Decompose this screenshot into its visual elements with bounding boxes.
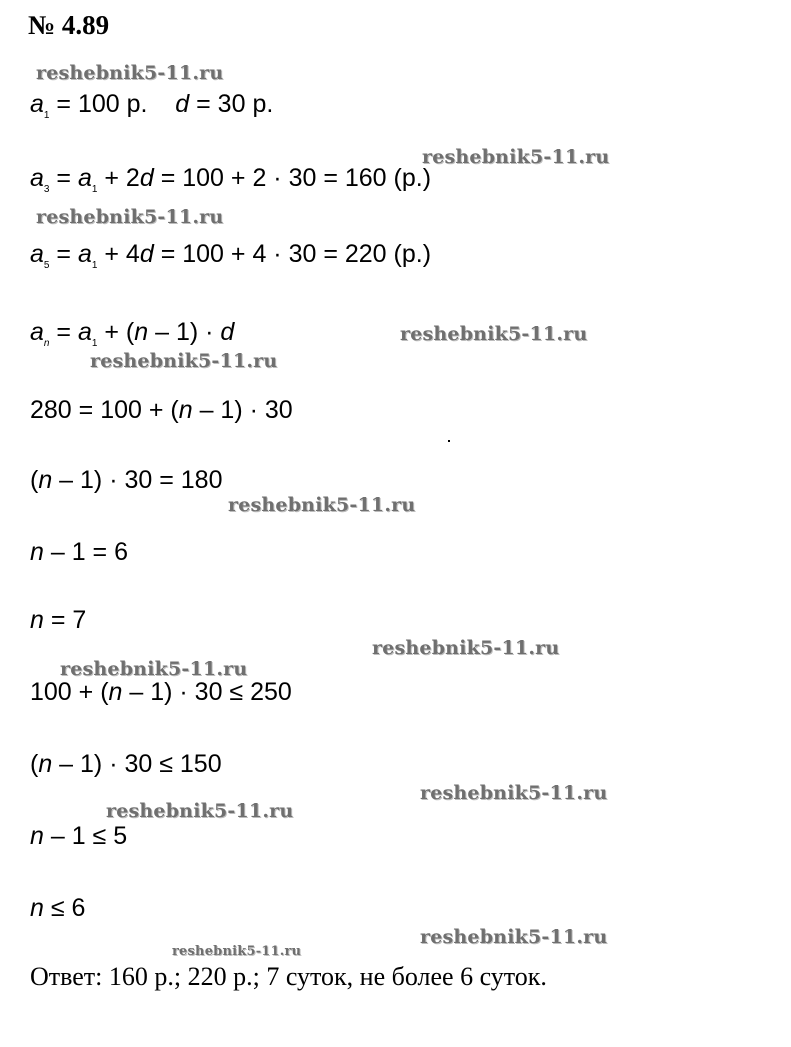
a5-part2: = 100 + 4 · 30 = 220 (р.) <box>153 240 432 268</box>
a3-part2: = 100 + 2 · 30 = 160 (р.) <box>153 164 432 192</box>
ineq4-text: ≤ 6 <box>43 894 86 922</box>
eq4-text: = 7 <box>43 606 87 634</box>
equation-1: 280 = 100 + (n – 1) · 30 <box>30 396 293 424</box>
eq2-part1: ( <box>30 466 39 494</box>
answer: Ответ: 160 р.; 220 р.; 7 суток, не более 6 суток. <box>30 962 547 991</box>
eq3-text: – 1 = 6 <box>43 538 129 566</box>
watermark: reshebnik5-11.ru <box>172 944 302 959</box>
given-line: $a_1 = 100$ р. d = 30 р. <box>30 90 274 121</box>
watermark: reshebnik5-11.ru <box>106 800 294 822</box>
ineq2-part2: – 1) · 30 ≤ 150 <box>52 750 222 778</box>
eq2-part2: – 1) · 30 = 180 <box>52 466 223 494</box>
ineq1-part1: 100 + ( <box>30 678 109 706</box>
inequality-3: n – 1 ≤ 5 <box>30 822 128 850</box>
inequality-4: n ≤ 6 <box>30 894 86 922</box>
an-formula-line: $a_n = a_1 + (n - 1) \cdot d$ <box>30 318 235 349</box>
ineq3-text: – 1 ≤ 5 <box>43 822 128 850</box>
eq1-part1: 280 = 100 + ( <box>30 396 179 424</box>
given-a1: = 100 р. <box>56 90 148 118</box>
ineq2-part1: ( <box>30 750 39 778</box>
equation-4: n = 7 <box>30 606 87 634</box>
watermark: reshebnik5-11.ru <box>400 323 588 345</box>
ineq1-part2: – 1) · 30 ≤ 250 <box>122 678 292 706</box>
a3-line: $a_3 = a_1 + 2d = 100 + 2 \cdot 30 = 160$ (р.) <box>30 164 432 195</box>
an-part1: + ( <box>97 318 135 346</box>
watermark: reshebnik5-11.ru <box>422 146 610 168</box>
watermark: reshebnik5-11.ru <box>36 206 224 228</box>
watermark: reshebnik5-11.ru <box>420 926 608 948</box>
stray-dot <box>448 440 450 442</box>
watermark: reshebnik5-11.ru <box>228 494 416 516</box>
watermark: reshebnik5-11.ru <box>60 658 248 680</box>
watermark: reshebnik5-11.ru <box>90 350 278 372</box>
a3-part1: + 2 <box>97 164 140 192</box>
watermark: reshebnik5-11.ru <box>372 637 560 659</box>
eq1-part2: – 1) · 30 <box>192 396 293 424</box>
an-part2: – 1) · <box>148 318 221 346</box>
inequality-2: (n – 1) · 30 ≤ 150 <box>30 750 222 778</box>
equation-3: n – 1 = 6 <box>30 538 129 566</box>
a5-part1: + 4 <box>97 240 140 268</box>
watermark: reshebnik5-11.ru <box>420 782 608 804</box>
equation-2: (n – 1) · 30 = 180 <box>30 466 223 494</box>
inequality-1: 100 + (n – 1) · 30 ≤ 250 <box>30 678 292 706</box>
problem-number: № 4.89 <box>28 10 110 40</box>
given-d: = 30 р. <box>196 90 274 118</box>
watermark: reshebnik5-11.ru <box>36 62 224 84</box>
a5-line: $a_5 = a_1 + 4d = 100 + 4 \cdot 30 = 220$ (р.) <box>30 240 432 271</box>
